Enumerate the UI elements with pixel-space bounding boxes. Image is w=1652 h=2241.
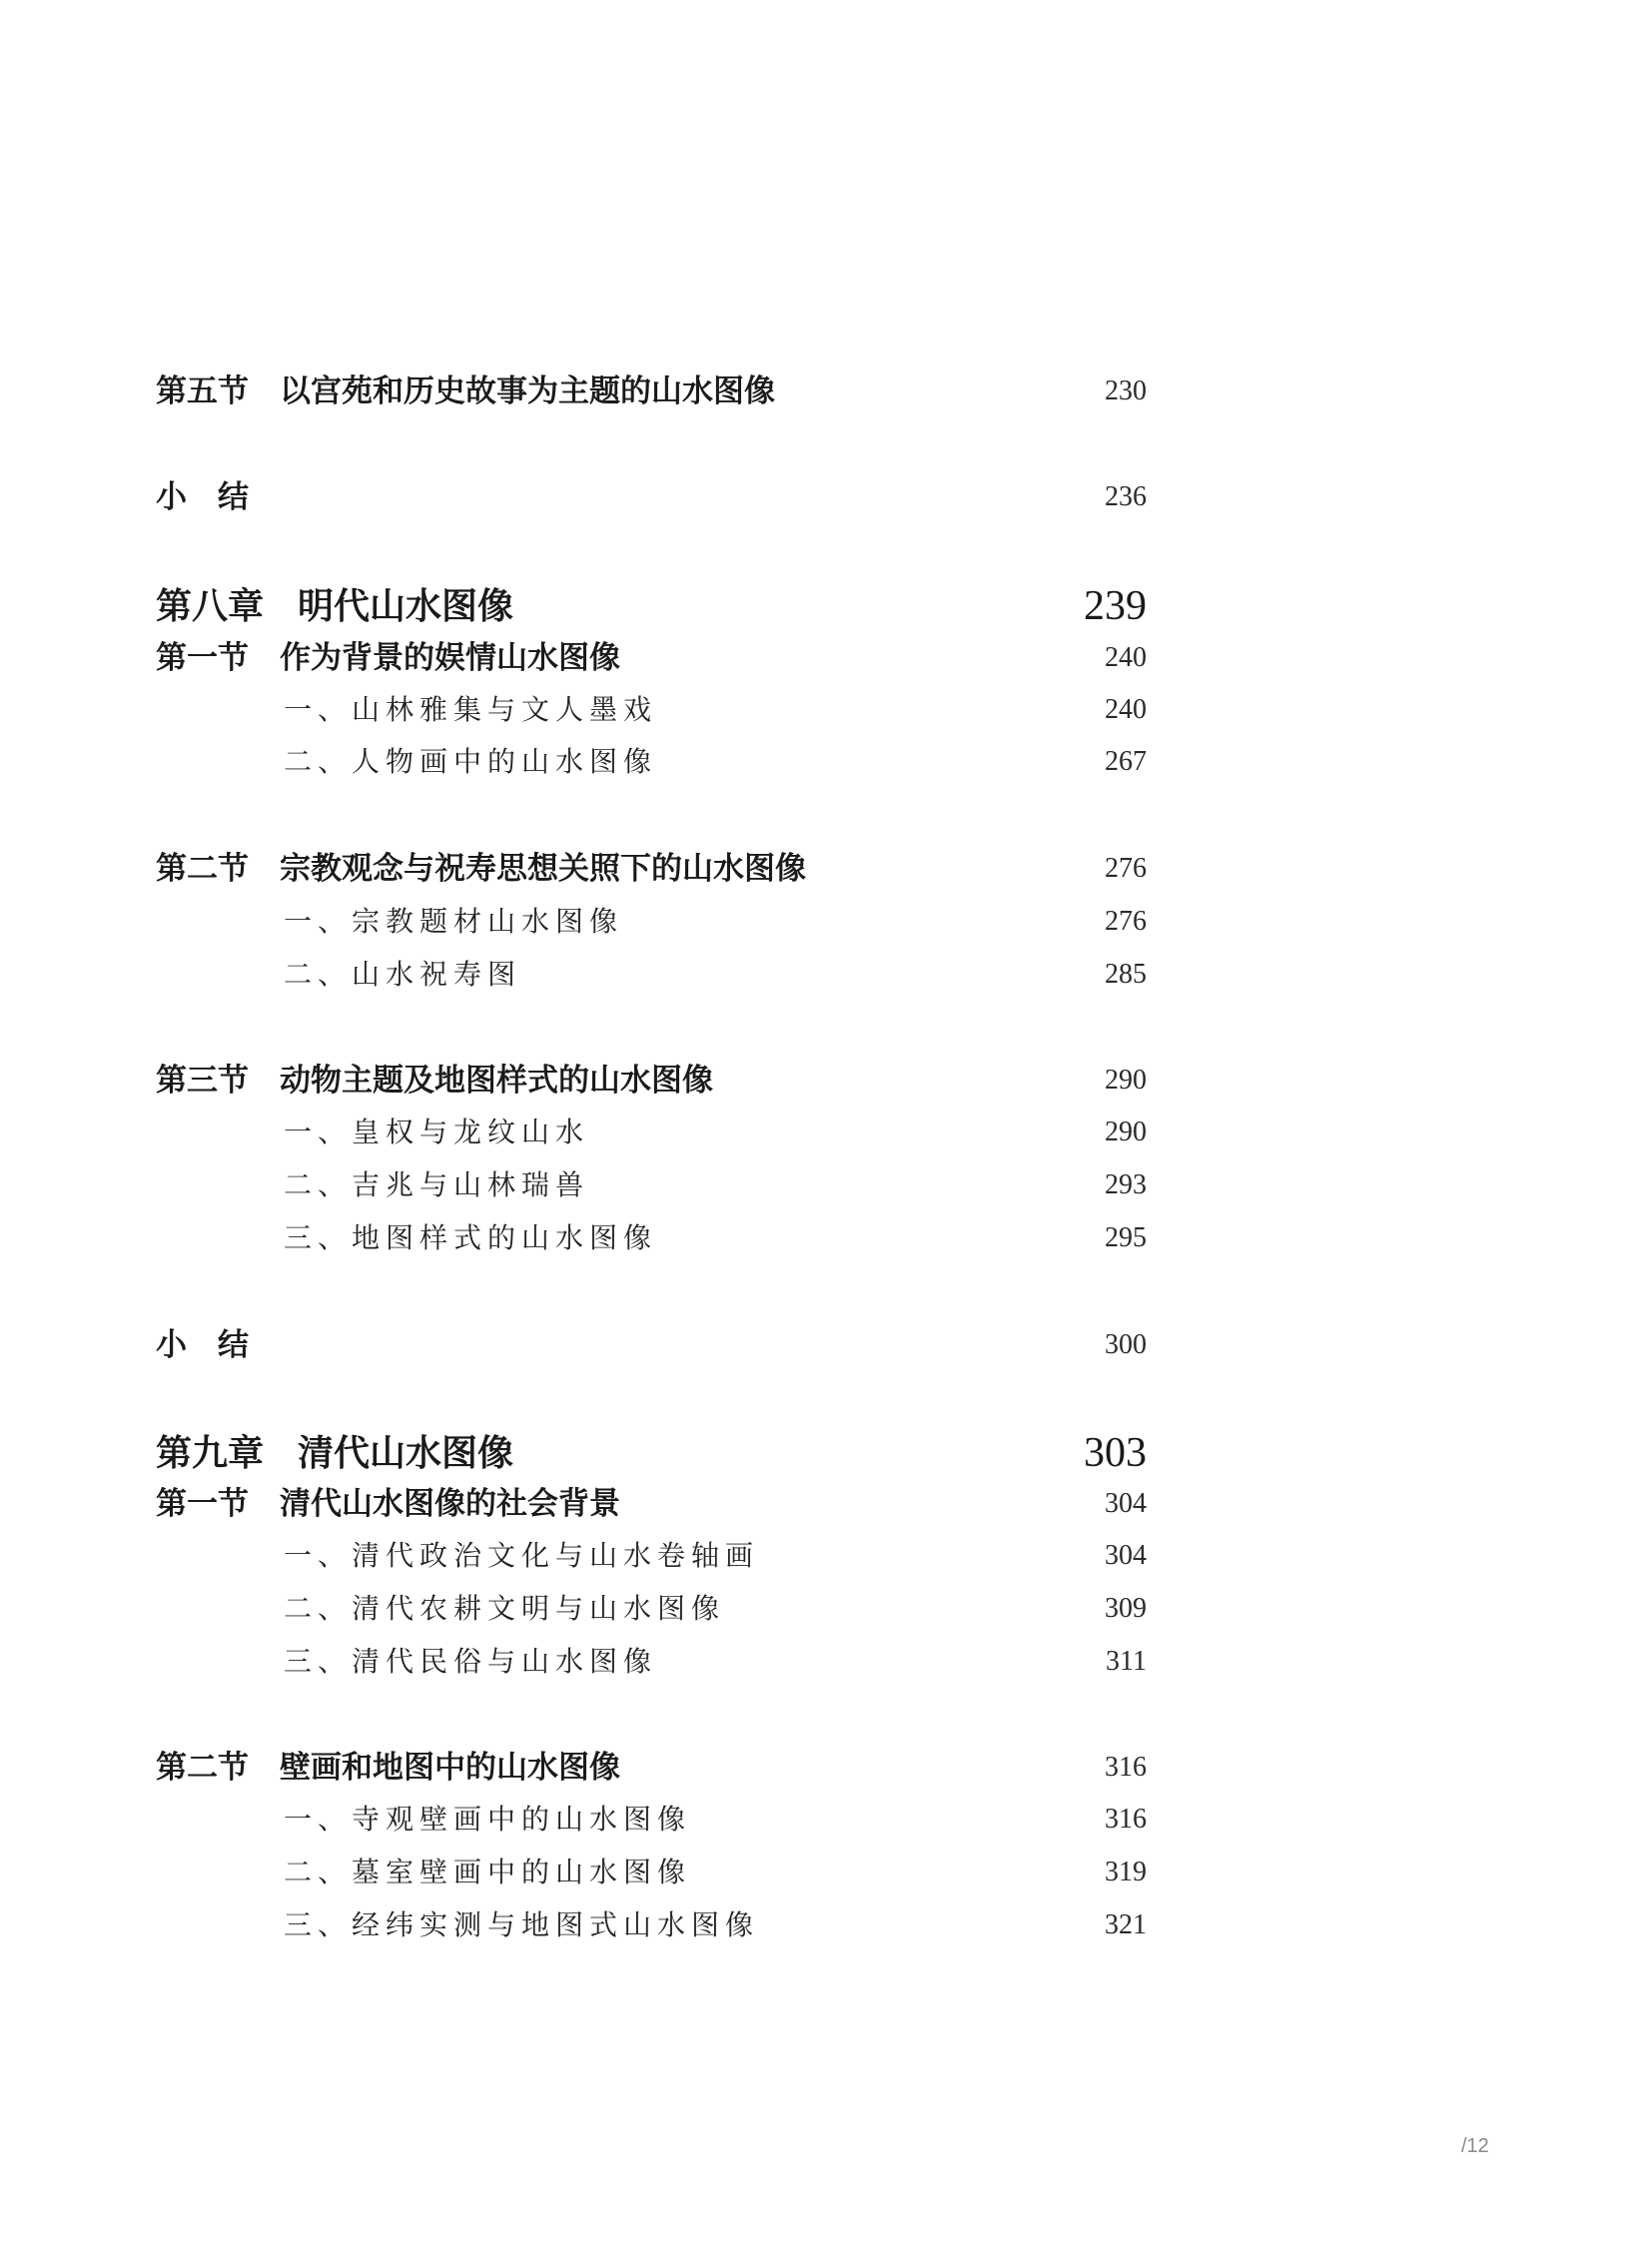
section-title: 壁画和地图中的山水图像 [280, 1750, 620, 1786]
section-number: 第二节 [156, 1750, 249, 1786]
page-number: 239 [1084, 583, 1147, 629]
page-number: 230 [1105, 375, 1147, 406]
page-number: 290 [1105, 1117, 1147, 1147]
page-number: 304 [1105, 1540, 1147, 1571]
page-number: 276 [1105, 906, 1147, 937]
folio-page-number: /12 [1461, 2135, 1489, 2157]
toc-subsection-row[interactable] [156, 902, 1147, 942]
toc-subsection-row[interactable] [156, 1218, 1147, 1258]
page-number: 304 [1105, 1488, 1147, 1519]
page-number: 240 [1105, 694, 1147, 725]
subsection-title: 一、宗教题材山水图像 [284, 905, 624, 938]
page-number: 303 [1084, 1430, 1147, 1476]
subsection-title: 一、清代政治文化与山水卷轴画 [284, 1539, 760, 1572]
toc-chapter-row[interactable] [156, 581, 1147, 631]
page-number: 319 [1105, 1857, 1147, 1887]
toc-subsection-row[interactable] [156, 1905, 1147, 1945]
subsection-title: 二、墓室壁画中的山水图像 [284, 1856, 692, 1888]
toc-label [156, 1325, 280, 1365]
toc-chapter-row[interactable] [156, 1428, 1147, 1478]
page-number: 300 [1105, 1329, 1147, 1360]
toc-subsection-row[interactable] [156, 955, 1147, 995]
page-number: 267 [1105, 746, 1147, 777]
toc-section-row[interactable] [156, 372, 1147, 411]
page-number: 276 [1105, 853, 1147, 884]
subsection-title: 二、人物画中的山水图像 [284, 745, 658, 778]
page-number: 316 [1105, 1804, 1147, 1835]
toc-subsection-row[interactable] [156, 690, 1147, 730]
subsection-title: 三、经纬实测与地图式山水图像 [284, 1908, 760, 1941]
toc-subsection-row[interactable] [156, 1165, 1147, 1205]
subsection-title: 二、吉兆与山林瑞兽 [284, 1168, 590, 1201]
page-number: 290 [1105, 1065, 1147, 1096]
toc-label [156, 1061, 713, 1101]
page-number: 240 [1105, 642, 1147, 673]
page-number: 236 [1105, 481, 1147, 512]
toc-label [156, 477, 280, 517]
toc-label [156, 1484, 620, 1524]
toc-label [156, 638, 620, 678]
toc-label [156, 372, 775, 411]
section-number: 第三节 [156, 1063, 249, 1099]
subsection-title: 一、山林雅集与文人墨戏 [284, 693, 658, 726]
subsection-title: 一、皇权与龙纹山水 [284, 1116, 590, 1148]
section-title: 以宫苑和历史故事为主题的山水图像 [280, 374, 775, 409]
toc-label [156, 581, 513, 631]
toc-section-row[interactable] [156, 638, 1147, 678]
page-number: 293 [1105, 1169, 1147, 1200]
toc-section-row[interactable] [156, 1484, 1147, 1524]
section-number: 小 结 [156, 1327, 249, 1363]
toc-subsection-row[interactable] [156, 1589, 1147, 1629]
page-number: 311 [1106, 1646, 1147, 1677]
section-number: 第一节 [156, 1486, 249, 1522]
toc-subsection-row[interactable] [156, 1642, 1147, 1682]
toc-subsection-row[interactable] [156, 1113, 1147, 1152]
toc-label [156, 1748, 620, 1788]
page-number: 316 [1105, 1752, 1147, 1783]
section-number: 小 结 [156, 479, 249, 515]
section-title: 清代山水图像的社会背景 [280, 1486, 620, 1522]
toc-subsection-row[interactable] [156, 742, 1147, 782]
toc-summary-row[interactable] [156, 477, 1147, 517]
section-title: 作为背景的娱情山水图像 [280, 640, 620, 676]
page-number: 309 [1105, 1593, 1147, 1624]
chapter-title: 明代山水图像 [298, 585, 514, 627]
page-number: 295 [1105, 1222, 1147, 1253]
toc-summary-row[interactable] [156, 1325, 1147, 1365]
subsection-title: 三、地图样式的山水图像 [284, 1221, 658, 1254]
subsection-title: 一、寺观壁画中的山水图像 [284, 1803, 692, 1836]
chapter-title: 清代山水图像 [298, 1432, 514, 1474]
page-number: 321 [1105, 1909, 1147, 1940]
toc-section-row[interactable] [156, 1061, 1147, 1101]
page-number: 285 [1105, 959, 1147, 990]
toc-subsection-row[interactable] [156, 1536, 1147, 1576]
section-title: 宗教观念与祝寿思想关照下的山水图像 [280, 851, 806, 887]
toc-section-row[interactable] [156, 849, 1147, 889]
section-number: 第五节 [156, 374, 249, 409]
chapter-number: 第八章 [156, 585, 265, 627]
toc-subsection-row[interactable] [156, 1800, 1147, 1840]
chapter-number: 第九章 [156, 1432, 265, 1474]
toc-label [156, 849, 806, 889]
subsection-title: 二、清代农耕文明与山水图像 [284, 1592, 726, 1625]
toc-label [156, 1428, 513, 1478]
toc-subsection-row[interactable] [156, 1853, 1147, 1892]
subsection-title: 三、清代民俗与山水图像 [284, 1645, 658, 1678]
section-number: 第一节 [156, 640, 249, 676]
subsection-title: 二、山水祝寿图 [284, 958, 522, 991]
section-number: 第二节 [156, 851, 249, 887]
section-title: 动物主题及地图样式的山水图像 [280, 1063, 713, 1099]
toc-section-row[interactable] [156, 1748, 1147, 1788]
